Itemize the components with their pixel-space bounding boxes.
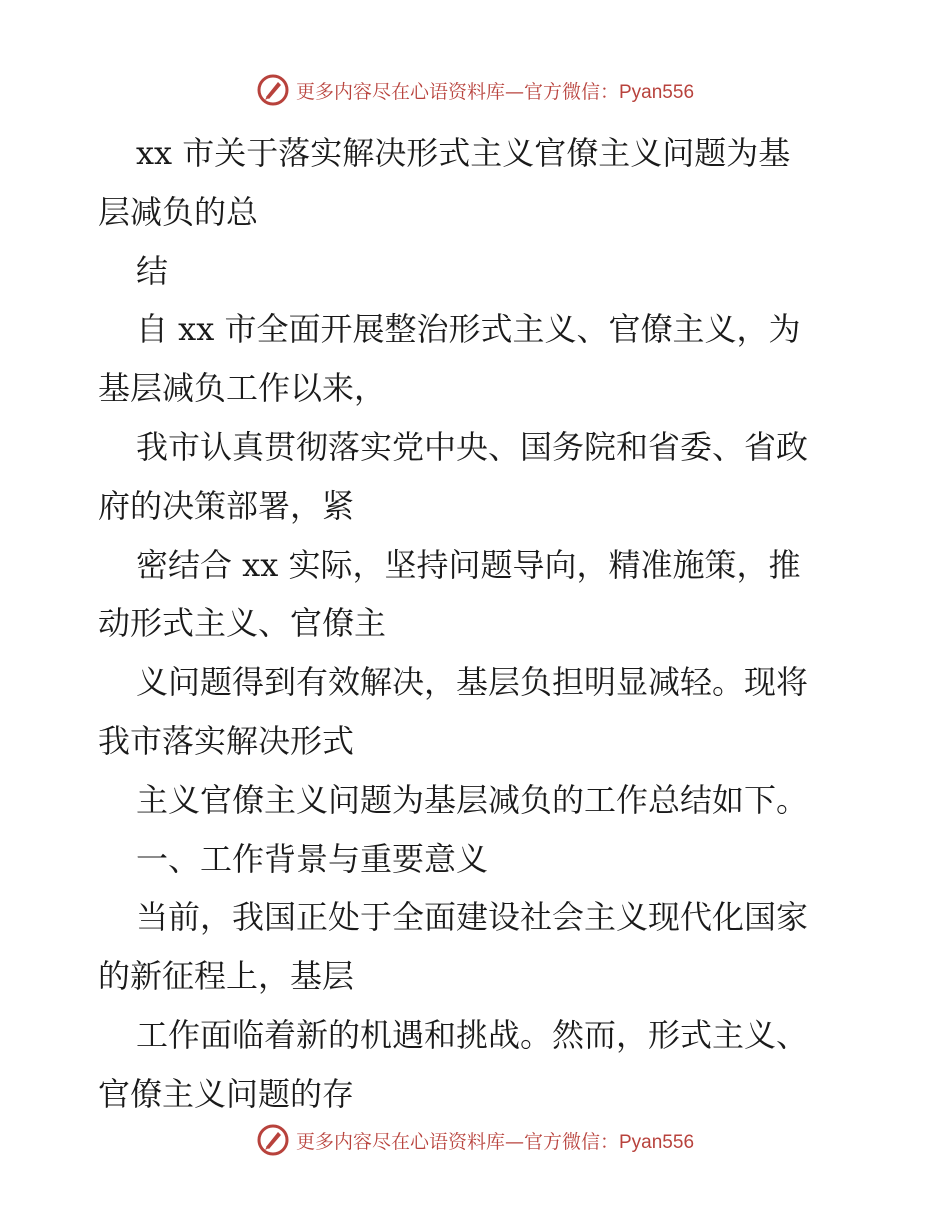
- banner-label: 更多内容尽在心语资料库—官方微信：: [295, 80, 619, 103]
- paragraph-line: 我市落实解决形式: [98, 721, 355, 760]
- document-body: [98, 124, 858, 1124]
- header-banner: [0, 70, 950, 110]
- footer-banner: [0, 1120, 950, 1160]
- paragraph-line: 动形式主义、官僚主: [98, 604, 387, 643]
- paragraph-line: 的新征程上，基层: [98, 957, 355, 996]
- banner-wechat-id: Pyan556: [619, 1131, 695, 1153]
- paragraph-line: 义问题得到有效解决，基层负担明显减轻。现将: [136, 663, 809, 702]
- title-line-1: xx 市关于落实解决形式主义官僚主义问题为基: [136, 134, 791, 172]
- paragraph-line: 基层减负工作以来，: [98, 369, 387, 408]
- paragraph-line: 主义官僚主义问题为基层减负的工作总结如下。: [136, 780, 809, 819]
- paragraph-line: 府的决策部署，紧: [98, 486, 355, 525]
- banner-text: [296, 77, 694, 104]
- banner-label: 更多内容尽在心语资料库—官方微信：: [295, 1130, 619, 1153]
- title-line-2: 层减负的总: [98, 192, 259, 231]
- paragraph-line: 我市认真贯彻落实党中央、国务院和省委、省政: [136, 427, 809, 466]
- paragraph-line: 当前，我国正处于全面建设社会主义现代化国家: [136, 898, 809, 937]
- paragraph-line: 密结合 xx 实际，坚持问题导向，精准施策，推: [136, 545, 801, 584]
- banner-text: [296, 1127, 694, 1154]
- paragraph-line: 自 xx 市全面开展整治形式主义、官僚主义，为: [136, 310, 801, 349]
- title-line-3: 结: [136, 251, 169, 290]
- section-heading: 一、工作背景与重要意义: [136, 839, 489, 878]
- paragraph-line: 工作面临着新的机遇和挑战。然而，形式主义、: [136, 1015, 809, 1054]
- quill-logo-icon: [256, 73, 290, 107]
- paragraph-line: 官僚主义问题的存: [98, 1074, 355, 1113]
- quill-logo-icon: [256, 1123, 290, 1157]
- banner-wechat-id: Pyan556: [619, 81, 695, 103]
